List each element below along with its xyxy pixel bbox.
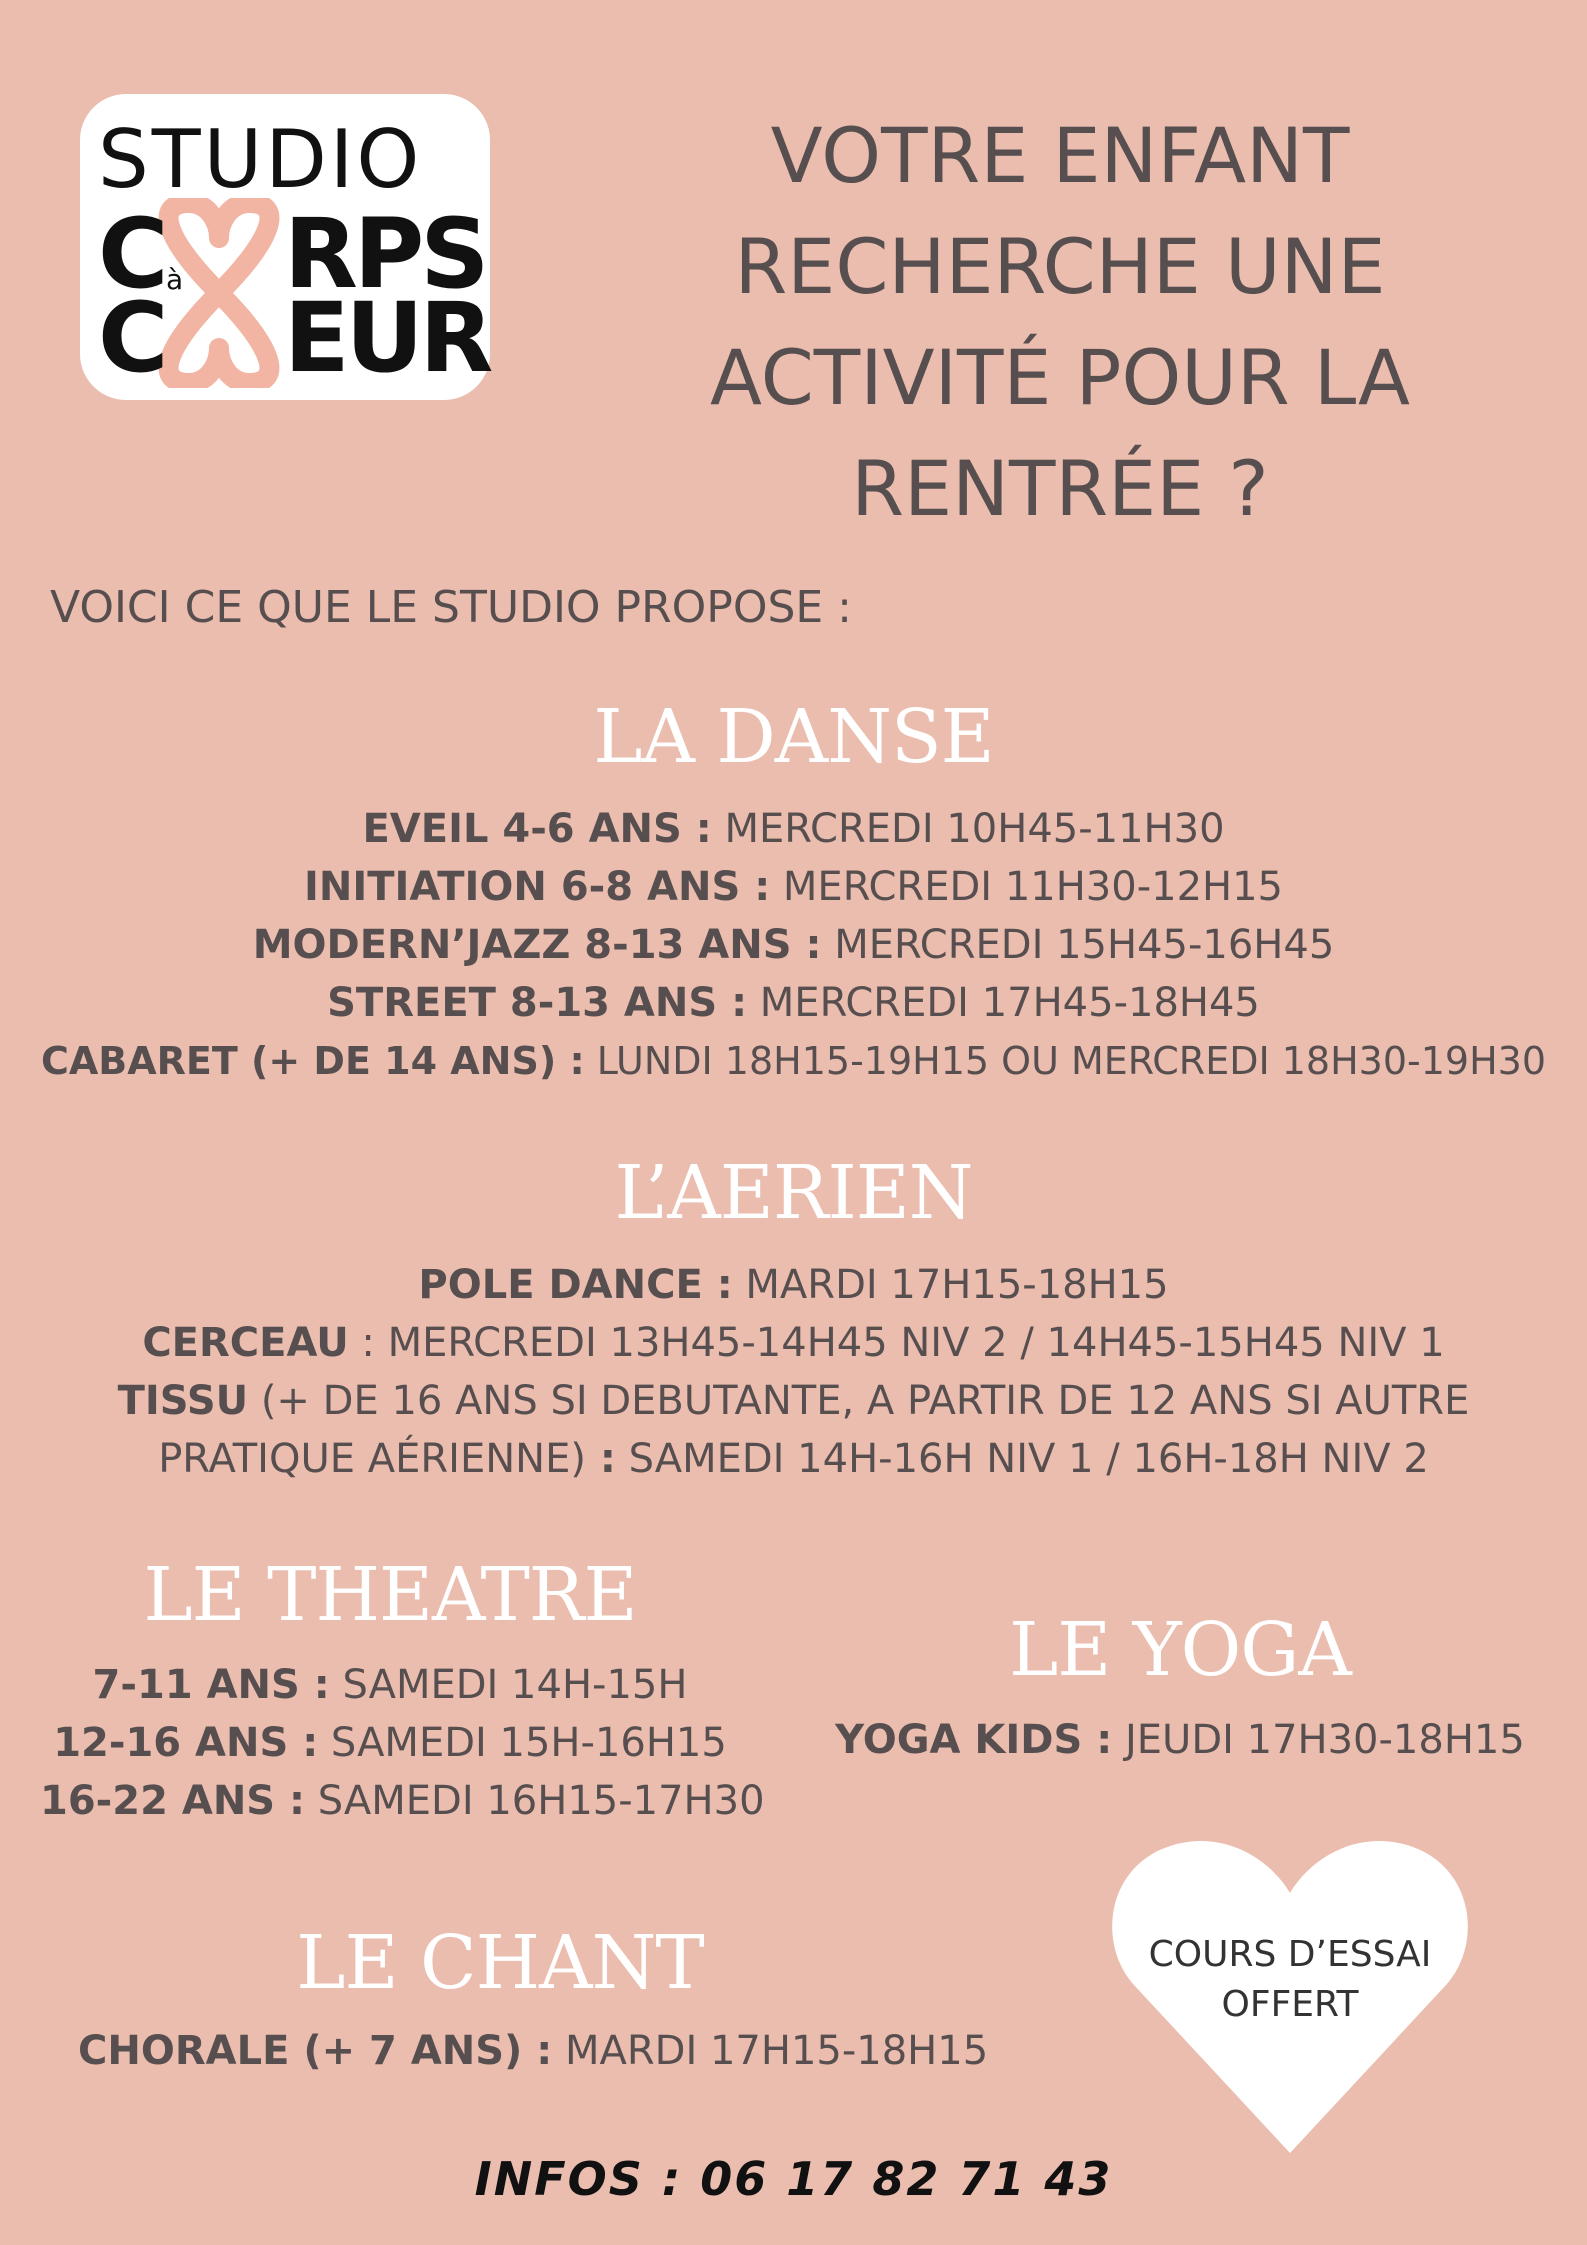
aerien-schedule (0, 1256, 1587, 1488)
schedule-label: EVEIL 4-6 ANS : (362, 806, 712, 852)
logo-text-rps: RPS (284, 198, 486, 310)
schedule-value: PRATIQUE AÉRIENNE) (158, 1436, 586, 1482)
schedule-value: SAMEDI 15H-16H15 (318, 1720, 727, 1766)
studio-logo (80, 94, 490, 400)
headline-line-1: VOTRE ENFANT (770, 111, 1350, 200)
headline-line-3: ACTIVITÉ POUR LA (710, 333, 1410, 422)
schedule-line (0, 1314, 1587, 1372)
schedule-label: CABARET (+ DE 14 ANS) : (40, 1039, 585, 1083)
schedule-value: MERCREDI 15H45-16H45 (821, 922, 1335, 968)
schedule-label: CERCEAU (142, 1320, 349, 1366)
badge-line-2: OFFERT (1221, 1984, 1359, 2025)
badge-line-1: COURS D’ESSAI (1148, 1934, 1432, 1975)
schedule-line (0, 974, 1587, 1032)
schedule-value: MERCREDI 10H45-11H30 (711, 806, 1225, 852)
schedule-line (0, 916, 1587, 974)
schedule-label: 7-11 ANS : (92, 1662, 330, 1708)
schedule-value: : MERCREDI 13H45-14H45 NIV 2 / 14H45-15H45 NIV 1 (348, 1320, 1445, 1366)
schedule-value: (+ DE 16 ANS SI DEBUTANTE, A PARTIR DE 12 ANS SI AUTRE (248, 1378, 1470, 1424)
schedule-line (0, 1430, 1587, 1488)
section-title-yoga: LE YOGA (1009, 1607, 1351, 1693)
yoga-schedule (830, 1711, 1530, 1769)
section-title-aerien: L’AERIEN (614, 1150, 973, 1236)
schedule-value: MARDI 17H15-18H15 (732, 1262, 1169, 1308)
schedule-label: : (585, 1436, 616, 1482)
schedule-label: POLE DANCE : (418, 1262, 733, 1308)
intro-text: VOICI CE QUE LE STUDIO PROPOSE : (50, 582, 852, 633)
logo-studio-text: STUDIO (98, 113, 423, 206)
schedule-value: SAMEDI 16H15-17H30 (305, 1778, 765, 1824)
logo-letter-c-top: C (98, 198, 165, 310)
schedule-value: MERCREDI 11H30-12H15 (770, 864, 1283, 910)
schedule-line (0, 800, 1587, 858)
headline (640, 100, 1480, 544)
logo-connector: à (166, 263, 184, 296)
danse-schedule (0, 800, 1587, 1090)
schedule-line (830, 1711, 1530, 1769)
schedule-label: TISSU (117, 1378, 249, 1424)
schedule-line (0, 1032, 1587, 1090)
schedule-line (40, 2022, 989, 2080)
schedule-label: CHORALE (+ 7 ANS) : (78, 2028, 553, 2074)
schedule-value: JEUDI 17H30-18H15 (1112, 1717, 1525, 1763)
schedule-line (40, 1772, 765, 1830)
schedule-label: MODERN’JAZZ 8-13 ANS : (252, 922, 822, 968)
section-title-danse: LA DANSE (593, 694, 994, 780)
schedule-value: MARDI 17H15-18H15 (552, 2028, 989, 2074)
chant-schedule (40, 2022, 989, 2080)
trial-offer-badge (1106, 1930, 1474, 2030)
contact-phone: INFOS : 06 17 82 71 43 (474, 2152, 1113, 2206)
schedule-label: 16-22 ANS : (40, 1778, 306, 1824)
schedule-value: SAMEDI 14H-15H (329, 1662, 688, 1708)
schedule-value: SAMEDI 14H-16H NIV 1 / 16H-18H NIV 2 (615, 1436, 1429, 1482)
schedule-line (0, 1256, 1587, 1314)
schedule-line (40, 1656, 740, 1714)
logo-text-eur: EUR (284, 282, 490, 394)
schedule-label: 12-16 ANS : (53, 1720, 319, 1766)
headline-line-4: RENTRÉE ? (851, 444, 1269, 533)
schedule-label: INITIATION 6-8 ANS : (304, 864, 771, 910)
schedule-line (0, 858, 1587, 916)
schedule-line (40, 1714, 740, 1772)
schedule-line (0, 1372, 1587, 1430)
section-title-theatre: LE THEATRE (143, 1552, 637, 1638)
logo-letter-c-bottom: C (98, 282, 165, 394)
schedule-value: LUNDI 18H15-19H15 OU MERCREDI 18H30-19H30 (584, 1039, 1547, 1083)
schedule-label: YOGA KIDS : (835, 1717, 1113, 1763)
schedule-label: STREET 8-13 ANS : (327, 980, 748, 1026)
headline-line-2: RECHERCHE UNE (734, 222, 1386, 311)
theatre-schedule (40, 1656, 765, 1830)
schedule-value: MERCREDI 17H45-18H45 (747, 980, 1260, 1026)
section-title-chant: LE CHANT (296, 1920, 704, 2006)
